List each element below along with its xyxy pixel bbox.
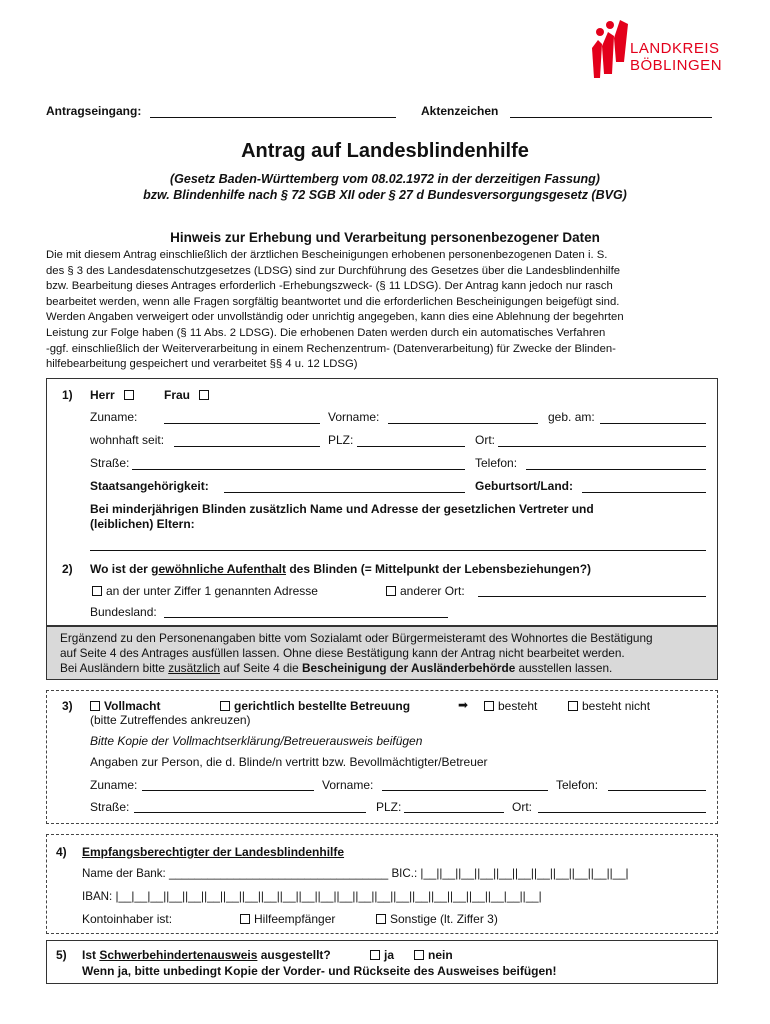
section4-heading: Empfangsberechtigter der Landesblindenhilfe [82,845,345,859]
vollmacht-label: Vollmacht [104,699,161,713]
privacy-line: -ggf. einschließlich der Weiterverarbeitung in einem Rechenzentrum- (Datenverarbeitung) für Zwecke der Blinden- [46,342,616,355]
section2-question [90,562,591,576]
rep-ort-label: Ort: [512,800,532,814]
aufenthalt-option1-label: an der unter Ziffer 1 genannten Adresse [106,584,318,598]
zuname-field[interactable] [164,423,320,424]
nein-option [414,948,453,962]
aufenthalt-option1-checkbox[interactable] [92,586,102,596]
privacy-text [46,248,726,373]
section5-question [82,948,331,962]
rep-telefon-field[interactable] [608,790,706,791]
ja-option [370,948,394,962]
rep-zuname-label: Zuname: [90,778,138,792]
ja-checkbox[interactable] [370,950,380,960]
section2-q-pre: Wo ist der [90,562,152,576]
rep-zuname-field[interactable] [142,790,314,791]
herr-label: Herr [90,388,115,402]
aktenzeichen-label: Aktenzeichen [421,104,499,118]
besteht-nicht-checkbox[interactable] [568,701,578,711]
vorname-label: Vorname: [328,410,380,424]
privacy-line: des § 3 des Landesdatenschutzgesetzes (LDSG) sind zur Durchführung des Gesetzes über die Landesblindenhilfe [46,264,620,277]
rep-telefon-label: Telefon: [556,778,599,792]
ja-label: ja [384,948,395,962]
notice-line1: Ergänzend zu den Personenangaben bitte vom Sozialamt oder Bürgermeisteramt des Wohnortes die Bestätigung [60,631,653,645]
section1-number: 1) [62,388,73,402]
nein-label: nein [428,948,453,962]
page-title: Antrag auf Landesblindenhilfe [241,140,529,162]
kontoinhaber-label: Kontoinhaber ist: [82,912,173,926]
zuname-label: Zuname: [90,410,138,424]
aufenthalt-option1 [92,584,318,598]
besteht-option [484,699,537,713]
section3-number: 3) [62,699,73,713]
plz-label: PLZ: [328,433,354,447]
iban-row[interactable]: IBAN: |__|__|__||__||__||__||__||__||__||__||__||__||__||__||__||__||__||__||__||__||__|__||__| [82,890,542,903]
rep-strasse-field[interactable] [134,812,366,813]
bundesland-label: Bundesland: [90,605,157,619]
ort-field[interactable] [498,446,706,447]
rep-plz-label: PLZ: [376,800,402,814]
guardian-field[interactable] [90,550,706,551]
frau-label: Frau [164,388,191,402]
plz-field[interactable] [357,446,465,447]
aufenthalt-option2-label: anderer Ort: [400,584,465,598]
privacy-line: Werden Angaben verweigert oder unvollständig oder unrichtig angegeben, kann dies eine Ablehnung der begehrten [46,311,624,324]
hilfeempfaenger-option [240,912,335,926]
notice-line2: auf Seite 4 des Antrages ausfüllen lassen. Ohne diese Bestätigung kann der Antrag nicht bearbeitet werden. [60,646,625,660]
section2-q-underlined: gewöhnliche Aufenthalt [151,562,287,576]
ort-label: Ort: [475,433,495,447]
section3-angaben: Angaben zur Person, die d. Blinde/n vertritt bzw. Bevollmächtigter/Betreuer [90,755,488,769]
minor-note-line1: Bei minderjährigen Blinden zusätzlich Name und Adresse der gesetzlichen Vertreter und [90,502,594,516]
betreuung-checkbox[interactable] [220,701,230,711]
section2-q-post: des Blinden (= Mittelpunkt der Lebensbeziehungen?) [286,562,592,576]
notice-line3-a: Bei Ausländern bitte [60,661,169,675]
notice-line3-b: auf Seite 4 die [220,661,302,675]
logo-line1: LANDKREIS [630,40,720,57]
bundesland-field[interactable] [164,617,448,618]
privacy-line: Die mit diesem Antrag einschließlich der ärztlichen Bescheinigungen erhobenen personenbezogenen Daten i. S. [46,249,608,261]
besteht-nicht-label: besteht nicht [582,699,651,713]
besteht-checkbox[interactable] [484,701,494,711]
arrow-icon: ➡ [458,698,469,712]
privacy-line: Leistung zur Folge haben (§ 11 Abs. 2 LDSG). Die erhobenen Daten werden durch ein automatisches Verfahren [46,326,606,339]
geburtsort-label: Geburtsort/Land: [475,479,573,493]
strasse-label: Straße: [90,456,130,470]
herr-checkbox[interactable] [124,390,134,400]
logo-figures-icon [588,18,632,82]
notice-line3 [60,661,612,675]
hilfeempfaenger-label: Hilfeempfänger [254,912,336,926]
aktenzeichen-field[interactable] [510,117,712,118]
notice-line3-underlined: zusätzlich [168,661,221,675]
sonstige-checkbox[interactable] [376,914,386,924]
minor-note-line2: (leiblichen) Eltern: [90,517,195,531]
besteht-label: besteht [498,699,538,713]
wohnhaft-label: wohnhaft seit: [90,433,165,447]
section5-number: 5) [56,948,67,962]
section4-number: 4) [56,845,67,859]
telefon-label: Telefon: [475,456,518,470]
vollmacht-option [90,699,160,713]
rep-plz-field[interactable] [404,812,504,813]
salutation-frau [164,388,213,402]
section5-q-pre: Ist [82,948,100,962]
rep-vorname-label: Vorname: [322,778,374,792]
privacy-line: bzw. Bearbeitung dieses Antrages erforderlich -Erhebungszweck- (§ 11 LDSG). Der Antrag kann jedoch nur rasch [46,280,613,293]
betreuung-label: gerichtlich bestellte Betreuung [234,699,411,713]
rep-strasse-label: Straße: [90,800,130,814]
vollmacht-checkbox[interactable] [90,701,100,711]
aufenthalt-option2 [386,584,465,598]
betreuung-option [220,699,410,713]
subtitle-law: (Gesetz Baden-Württemberg vom 08.02.1972 in der derzeitigen Fassung) [170,172,600,186]
strasse-field[interactable] [132,469,465,470]
section5-note: Wenn ja, bitte unbedingt Kopie der Vorder- und Rückseite des Ausweises beifügen! [82,964,557,978]
antragseingang-field[interactable] [150,117,396,118]
hilfeempfaenger-checkbox[interactable] [240,914,250,924]
privacy-heading: Hinweis zur Erhebung und Verarbeitung personenbezogener Daten [170,230,600,245]
section3-copy-note: Bitte Kopie der Vollmachtserklärung/Betreuerausweis beifügen [90,734,423,748]
vorname-field[interactable] [388,423,538,424]
salutation-herr [90,388,138,402]
besteht-nicht-option [568,699,650,713]
logo [588,18,738,82]
section5-q-underlined: Schwerbehindertenausweis [99,948,258,962]
aufenthalt-option2-checkbox[interactable] [386,586,396,596]
section3-hint: (bitte Zutreffendes ankreuzen) [90,713,251,727]
notice-line3-bold: Bescheinigung der Ausländerbehörde [302,661,516,675]
geburtsort-field[interactable] [582,492,706,493]
staat-field[interactable] [224,492,465,493]
privacy-line: hilfebearbeitung gespeichert und verarbeitet §§ 4 u. 12 LDSG) [46,358,358,371]
notice-line3-c: ausstellen lassen. [515,661,613,675]
antragseingang-label: Antragseingang: [46,104,142,118]
logo-line2: BÖBLINGEN [630,57,723,74]
subtitle-alt-law: bzw. Blindenhilfe nach § 72 SGB XII oder § 27 d Bundesversorgungsgesetz (BVG) [143,188,627,202]
wohnhaft-field[interactable] [174,446,320,447]
geb-field[interactable] [600,423,706,424]
sonstige-option [376,912,498,926]
staat-label: Staatsangehörigkeit: [90,479,209,493]
frau-checkbox[interactable] [199,390,209,400]
anderer-ort-field[interactable] [478,596,706,597]
bank-row[interactable]: Name der Bank: __________________________________ BIC.: |__||__||__||__||__||__||__||__||__||__||__| [82,867,629,880]
rep-vorname-field[interactable] [382,790,548,791]
privacy-line: bearbeitet werden, wenn alle Fragen sorgfältig beantwortet und die erforderlichen Bescheinigungen beigefügt sind. [46,295,620,308]
sonstige-label: Sonstige (lt. Ziffer 3) [390,912,498,926]
telefon-field[interactable] [526,469,706,470]
nein-checkbox[interactable] [414,950,424,960]
rep-ort-field[interactable] [538,812,706,813]
geb-label: geb. am: [548,410,595,424]
section5-q-post: ausgestellt? [257,948,331,962]
section2-number: 2) [62,562,73,576]
